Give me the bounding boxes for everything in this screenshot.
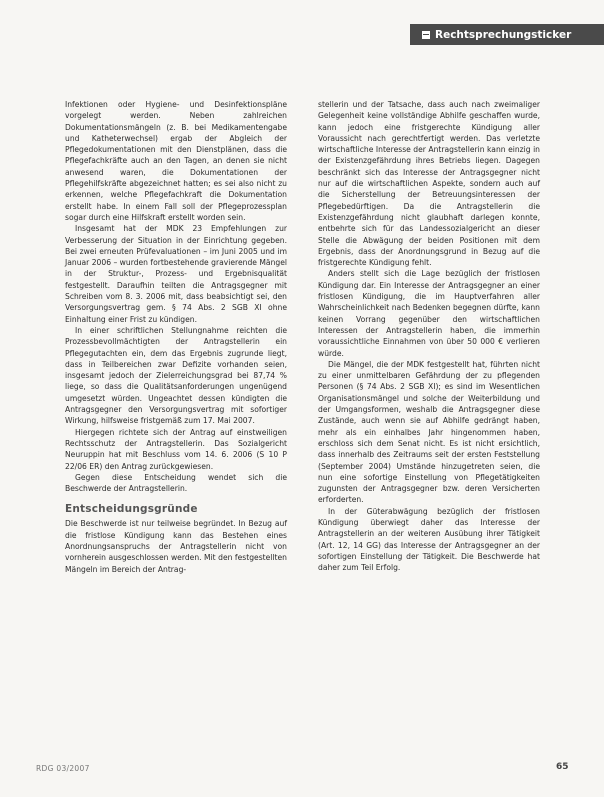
paragraph: In einer schriftlichen Stellungnahme reichten die Prozessbevollmächtigten der Antragstellerin ein Pflegegutachten ein, dem das Ergebnis zugrunde liegt, dass in Teilbereichen zwar Defizite vorhanden seien, insgesamt jedoch der Zielerreichungsgrad bei 87,74 % liege, so dass die Qualitätsanforderungen ungenügend umgesetzt würden. Ungeachtet dessen kündigten die Antragsgegner den Versorgungsvertrag mit sofortiger Wirkung, hilfsweise fristgemäß zum 17. Mai 2007. bbox=[65, 325, 287, 426]
paragraph: Die Beschwerde ist nur teilweise begründet. In Bezug auf die fristlose Kündigung kann das Bestehen eines Anordnungsanspruchs der Antragstellerin nicht von vornherein ausgeschlossen werden. Mit den festgestellten Mängeln im Bereich der Antrag- bbox=[65, 519, 287, 574]
paragraph: Infektionen oder Hygiene- und Desinfektionspläne vorgelegt werden. Neben zahlreichen Dokumentationsmängeln (z. B. bei Medikamentengabe und Katheterwechsel) ergab der Abgleich der Pflegedokumentationen mit den Dienstplänen, dass die Pflegefachkräfte auch an den Tagen, an denen sie nicht anwesend waren, die Dokumentationen der Pflegehilfskräfte abgezeichnet hatten; es sei also nicht zu erkennen, welche Pflegefachkraft die Dokumentation erstellt habe. In einem Fall soll der Pflegeprozessplan sogar durch eine Hilfskraft erstellt worden sein. bbox=[65, 100, 287, 222]
left-text-column bbox=[65, 99, 287, 575]
right-text-column bbox=[318, 99, 540, 573]
section-label: Rechtsprechungsticker bbox=[435, 28, 572, 41]
paragraph: Anders stellt sich die Lage bezüglich der fristlosen Kündigung dar. Ein Interesse der Antragsgegner an einer fristlosen Kündigung, die im Hauptverfahren aller Wahrscheinlichkeit nach Bedenken begegnen dürfte, kann keinen Vorrang gegenüber den wirtschaftlichen Interessen der Antragstellerin haben, die immerhin voraussichtliche Einnahmen von über 50 000 € verlieren würde. bbox=[318, 269, 540, 358]
paragraph: Gegen diese Entscheidung wendet sich die Beschwerde der Antragstellerin. bbox=[65, 472, 287, 494]
paragraph: Insgesamt hat der MDK 23 Empfehlungen zur Verbesserung der Situation in der Einrichtung gegeben. Bei zwei erneuten Prüfevaluationen – im Juni 2005 und im Januar 2006 – wurden fortbestehende gravierende Mängel in der Struktur-, Prozess- und Ergebnisqualität festgestellt. Daraufhin teilten die Antragsgegner mit Schreiben vom 8. 3. 2006 mit, dass beabsichtigt sei, den Versorgungsvertrag gem. § 74 Abs. 2 SGB XI ohne Einhaltung einer Frist zu kündigen. bbox=[65, 224, 287, 324]
section-heading: Entscheidungsgründe bbox=[65, 503, 198, 516]
paragraph: stellerin und der Tatsache, dass auch nach zweimaliger Gelegenheit keine vollständige Abhilfe geschaffen wurde, kann jedoch eine fristgerechte Kündigung aller Voraussicht nach gerechtfertigt werden. Das verletzte wirtschaftliche Interesse der Antragstellerin kann einzig in der Existenzgefährdung ihres Betriebs liegen. Dagegen beschränkt sich das Interesse der Antragsgegner nicht nur auf die wirtschaftlichen Aspekte, sondern auch auf die Sicherstellung der Betreuungsinteressen der Pflegebedürftigen. Da die Antragstellerin die Existenzgefährdung nicht glaubhaft darlegen konnte, entbehrte sich für das Landessozialgericht an dieser Stelle die Abwägung der beiden Positionen mit dem Ergebnis, dass der Anordnungsgrund in Bezug auf die fristgerechte Kündigung fehlt. bbox=[318, 100, 540, 268]
section-marker-icon bbox=[422, 31, 430, 39]
paragraph: Die Mängel, die der MDK festgestellt hat, führten nicht zu einer unmittelbaren Gefährdung der zu pflegenden Personen (§ 74 Abs. 2 SGB XI); es sind im Wesentlichen Organisationsmängel und solche der Weiterbildung und der Umgangsformen, weshalb die Antragsgegner diese Zustände, auch wenn sie auf Abhilfe gedrängt haben, mehr als ein einhalbes Jahr hingenommen haben, erschloss sich dem Senat nicht. Es ist nicht ersichtlich, dass innerhalb des Zeitraums seit der ersten Feststellung (September 2004) Umstände hinzugetreten seien, die nun eine sofortige Einstellung von Pflegetätigkeiten zugunsten der Antragsgegner bzw. deren Versicherten erforderten. bbox=[318, 359, 540, 505]
paragraph: In der Güterabwägung bezüglich der fristlosen Kündigung überwiegt daher das Interesse der Antragstellerin an der weiteren Ausübung ihrer Tätigkeit (Art. 12, 14 GG) das Interesse der Antragsgegner an der sofortigen Einstellung der Tätigkeit. Die Beschwerde hat daher zum Teil Erfolg. bbox=[318, 506, 540, 573]
section-header-bar bbox=[410, 24, 604, 45]
page-number: 65 bbox=[556, 762, 569, 772]
paragraph: Hiergegen richtete sich der Antrag auf einstweiligen Rechtsschutz der Antragstellerin. Das Sozialgericht Neuruppin hat mit Beschluss vom 14. 6. 2006 (S 10 P 22/06 ER) den Antrag zurückgewiesen. bbox=[65, 427, 287, 471]
footer-issue: RDG 03/2007 bbox=[36, 764, 90, 773]
